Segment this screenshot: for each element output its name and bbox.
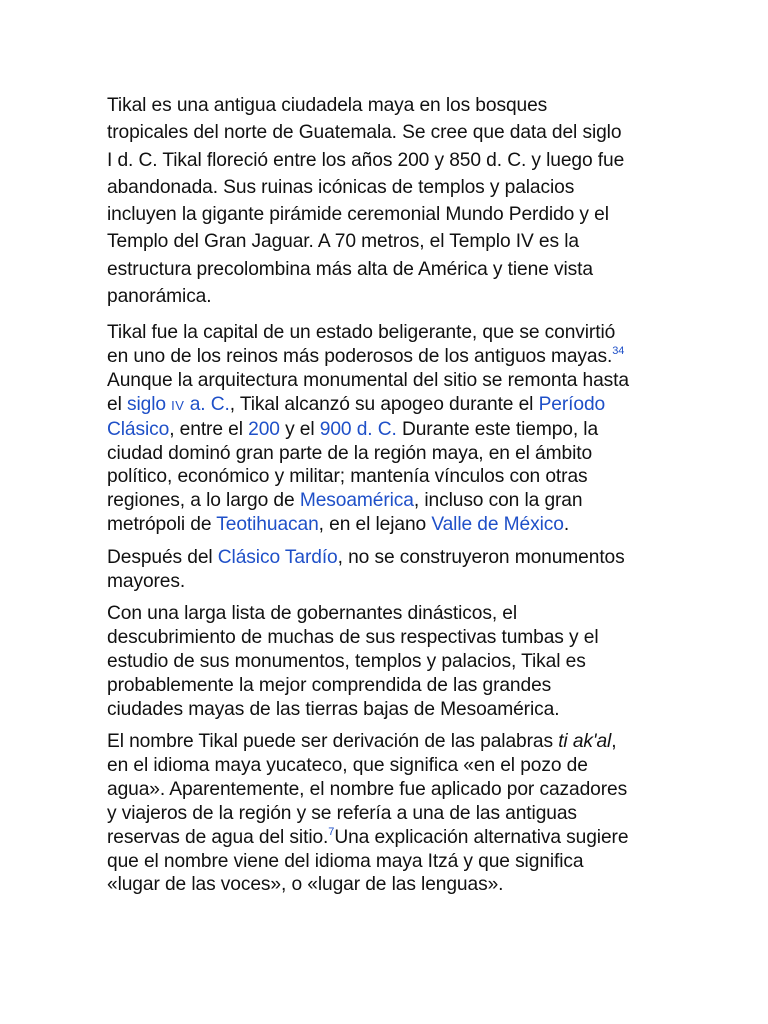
link-clasico-tardio[interactable]: Clásico Tardío (217, 547, 338, 568)
italic-term: ti ak'al (558, 731, 612, 752)
link-valle-de-mexico[interactable]: Valle de México (431, 514, 564, 536)
text-segment: , no se construyeron monumentos (337, 547, 625, 568)
text-line: ciudad dominó gran parte de la región maya, en el ámbito (107, 442, 593, 464)
link-teotihuacan[interactable]: Teotihuacan (216, 514, 319, 536)
text-segment: , (611, 731, 617, 752)
text-line: y viajeros de la región y se refería a una de las antiguas (107, 802, 577, 824)
text-line (107, 393, 667, 418)
link-200[interactable]: 200 (248, 418, 280, 440)
link-periodo-clasico[interactable]: Período (538, 393, 606, 415)
text-segment: Durante este tiempo, la (396, 418, 599, 440)
text-line: político, económico y militar; mantenía vínculos con otras (107, 466, 588, 488)
text-line: agua». Aparentemente, el nombre fue aplicado por cazadores (107, 778, 628, 800)
text-line: que el nombre viene del idioma maya Itzá y que significa (107, 850, 584, 872)
reference-link-34[interactable]: 34 (612, 344, 625, 357)
text-line (107, 826, 667, 850)
text-line (107, 546, 667, 570)
text-segment: y el (279, 418, 320, 440)
text-line: Con una larga lista de gobernantes dinásticos, el (107, 603, 518, 624)
paragraph-capital (107, 321, 667, 537)
text-line: tropicales del norte de Guatemala. Se cree que data del siglo (107, 122, 622, 144)
text-line: Templo del Gran Jaguar. A 70 metros, el Templo IV es la (107, 231, 579, 253)
text-segment: , Tikal alcanzó su apogeo durante el (229, 393, 539, 415)
text-line (107, 345, 667, 369)
text-line: descubrimiento de muchas de sus respectivas tumbas y el (107, 626, 599, 648)
text-line: abandonada. Sus ruinas icónicas de templos y palacios (107, 176, 575, 198)
text-line: I d. C. Tikal floreció entre los años 200 y 850 d. C. y luego fue (107, 149, 625, 171)
text-segment: , en el lejano (318, 514, 432, 536)
paragraph-clasico-tardio (107, 546, 667, 594)
text-line: probablemente la mejor comprendida de las grandes (107, 674, 552, 696)
paragraph-gobernantes (107, 602, 667, 722)
text-line: estructura precolombina más alta de América y tiene vista (107, 258, 593, 280)
text-line: en el idioma maya yucateco, que significa «en el pozo de (107, 754, 588, 776)
text-segment: . (563, 514, 570, 536)
text-segment: , incluso con la gran (413, 490, 583, 512)
text-line: mayores. (107, 570, 186, 592)
text-line: panorámica. (107, 286, 212, 308)
text-segment: Después del (107, 547, 218, 568)
link-text: IV (171, 397, 185, 413)
text-line (107, 513, 667, 537)
link-mesoamerica[interactable]: Mesoamérica (299, 490, 414, 512)
text-segment: en uno de los reinos más poderosos de los antiguos mayas. (107, 345, 613, 367)
text-line: Aunque la arquitectura monumental del sitio se remonta hasta (107, 369, 629, 391)
paragraph-intro (107, 92, 667, 310)
text-segment: reservas de agua del sitio. (107, 826, 329, 848)
text-segment: regiones, a lo largo de (107, 490, 300, 512)
text-line (107, 730, 667, 754)
text-line: ciudades mayas de las tierras bajas de Mesoamérica. (107, 698, 560, 720)
text-line (107, 489, 667, 513)
link-text: siglo (126, 393, 172, 415)
text-segment: , entre el (169, 418, 249, 440)
text-segment: Una explicación alternativa sugiere (334, 826, 629, 848)
text-line (107, 418, 667, 442)
paragraph-nombre (107, 730, 667, 897)
reference-link-7[interactable]: 7 (328, 825, 335, 838)
text-segment: El nombre Tikal puede ser derivación de las palabras (107, 731, 559, 752)
link-900-dc[interactable]: 900 d. C. (319, 418, 397, 440)
text-line: «lugar de las voces», o «lugar de las lenguas». (107, 874, 504, 896)
link-siglo-iv-ac[interactable] (127, 394, 230, 415)
text-line: Tikal fue la capital de un estado beligerante, que se convirtió (107, 322, 616, 343)
text-line: Tikal es una antigua ciudadela maya en los bosques (107, 95, 548, 116)
link-periodo-clasico-cont[interactable]: Clásico (107, 418, 170, 440)
text-line: estudio de sus monumentos, templos y palacios, Tikal es (107, 650, 586, 672)
text-segment: metrópoli de (107, 514, 217, 536)
link-text: a. C. (184, 393, 230, 415)
text-line: incluyen la gigante pirámide ceremonial Mundo Perdido y el (107, 204, 609, 226)
text-segment: el (107, 393, 127, 415)
